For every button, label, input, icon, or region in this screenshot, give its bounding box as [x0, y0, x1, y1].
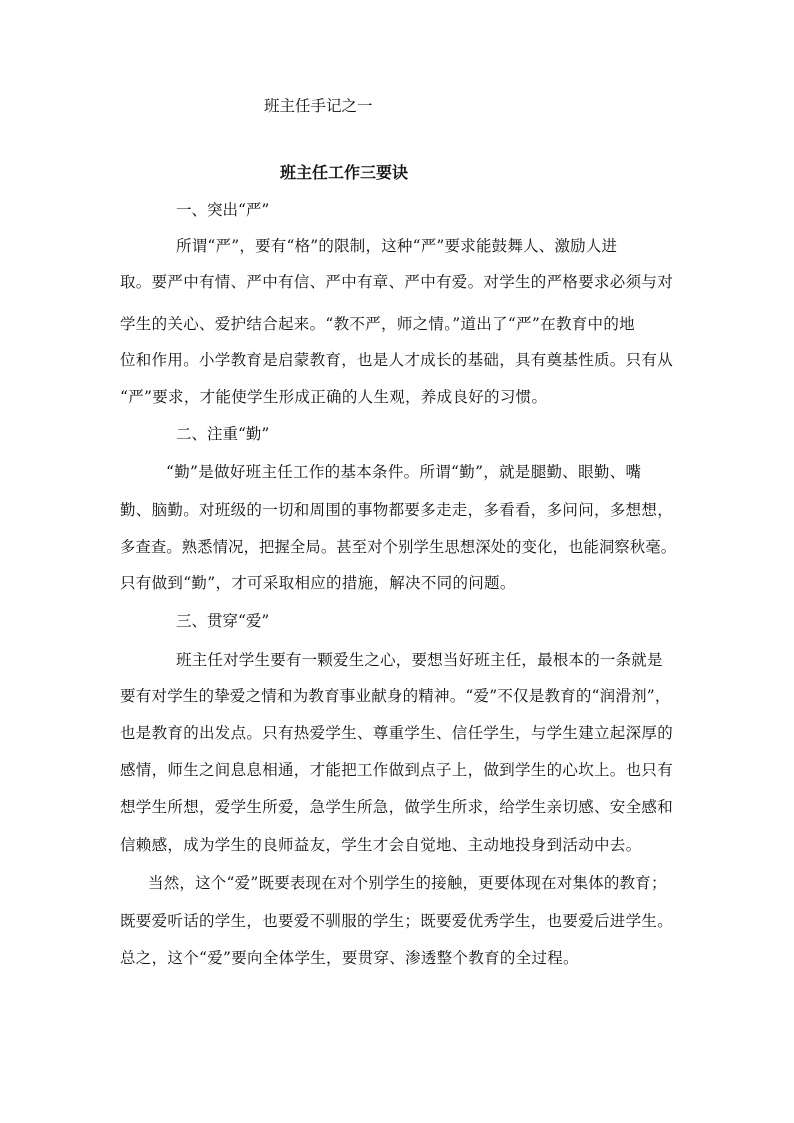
section-3-line-4: 感情，师生之间息息相通，才能把工作做到点子上，做到学生的心坎上。也只有	[120, 761, 674, 779]
closing-line-1: 当然，这个“爱”既要表现在对个别学生的接触，更要体现在对集体的教育；	[148, 874, 667, 892]
document-title: 班主任工作三要诀	[280, 163, 409, 182]
section-heading-1: 一、突出“严”	[176, 201, 270, 219]
section-3-line-6: 信赖感，成为学生的良师益友，学生才会自觉地、主动地投身到活动中去。	[120, 836, 642, 854]
section-1-line-3: 学生的关心、爱护结合起来。“教不严，师之情。”道出了“严”在教育中的地	[120, 315, 635, 333]
section-2-line-1: “勤”是做好班主任工作的基本条件。所谓“勤”，就是腿勤、眼勤、嘴	[166, 463, 642, 481]
section-2-line-2: 勤、脑勤。对班级的一切和周围的事物都要多走走，多看看，多问问，多想想，	[120, 501, 674, 519]
section-3-line-1: 班主任对学生要有一颗爱生之心，要想当好班主任，最根本的一条就是	[176, 651, 663, 669]
section-1-line-5: “严”要求，才能使学生形成正确的人生观，养成良好的习惯。	[120, 388, 548, 406]
section-heading-3: 三、贯穿“爱”	[176, 612, 270, 630]
section-1-line-4: 位和作用。小学教育是启蒙教育，也是人才成长的基础，具有奠基性质。只有从	[120, 351, 674, 369]
section-3-line-5: 想学生所想，爱学生所爱，急学生所急，做学生所求，给学生亲切感、安全感和	[120, 798, 674, 816]
section-2-line-3: 多查查。熟悉情况，把握全局。甚至对个别学生思想深处的变化，也能洞察秋毫。	[120, 538, 677, 556]
section-3-line-3: 也是教育的出发点。只有热爱学生、尊重学生、信任学生，与学生建立起深厚的	[120, 724, 674, 742]
section-3-line-2: 要有对学生的挚爱之情和为教育事业献身的精神。“爱”不仅是教育的“润滑剂”，	[120, 687, 671, 705]
section-2-line-4: 只有做到“勤”，才可采取相应的措施，解决不同的问题。	[120, 574, 516, 592]
section-1-line-1: 所谓“严”，要有“格”的限制，这种“严”要求能鼓舞人、激励人进	[176, 237, 618, 255]
closing-line-3: 总之，这个“爱”要向全体学生，要贯穿、渗透整个教育的全过程。	[120, 949, 579, 967]
section-1-line-2: 取。要严中有情、严中有信、严中有章、严中有爱。对学生的严格要求必须与对	[120, 273, 674, 291]
closing-line-2: 既要爱听话的学生，也要爱不驯服的学生；既要爱优秀学生，也要爱后进学生。	[120, 912, 674, 930]
document-subtitle: 班主任手记之一	[264, 97, 373, 115]
section-heading-2: 二、注重“勤”	[176, 425, 270, 443]
